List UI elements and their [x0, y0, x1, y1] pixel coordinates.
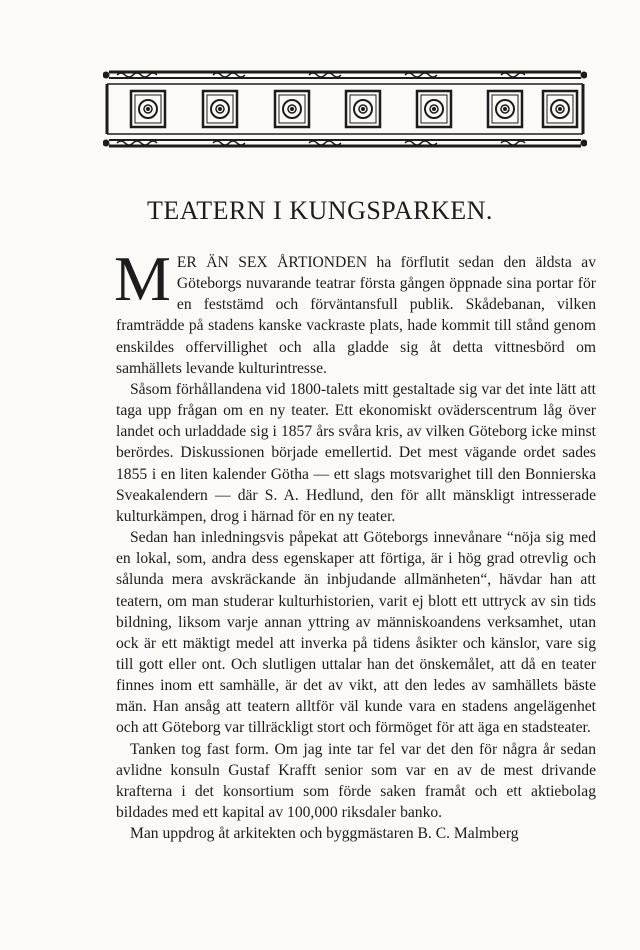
paragraph-5: Man uppdrog åt arkitekten och byggmästaren B. C. Malmberg [130, 825, 519, 843]
lead-caps: ER ÄN SEX ÅRTIONDEN [176, 254, 368, 271]
ornamental-frieze-icon [103, 64, 587, 154]
paragraph-3: Sedan han inledningsvis påpekat att Göteborgs innevånare “nöja sig med en lokal, som, andra dess egenskaper att förtiga, är i hög grad otrevlig och sålunda mera avskräckande än inbjudande allmänheten“, hävdar han att teatern, om man studerar kulturhistorien, varit ej blott ett uttryck av sin tids bildning, liksom varje annan yttring av människoandens verksamhet, utan ock är ett mäktigt medel att inverka på tidens åsikter och känslor, vare sig till gott eller ont. Och slutligen uttalar han det önskemålet, att då en teater finnes inom ett samhälle, är det av vikt, att den ledes av samhällets bäste män. Han ansåg att teatern alltför väl kunde vara en stadens angelägenhet och att Göteborg var tillräckligt stort och förmöget för att äga en stadsteater. [116, 529, 596, 737]
paragraph-2: Såsom förhållandena vid 1800-talets mitt gestaltade sig var det inte lätt att taga upp frågan om en ny teater. Ett ekonomiskt oväderscentrum låg över landet och urladdade sig i 1857 års svåra kris, av vilken Göteborg icke minst berördes. Diskussionen började emellertid. Det mest vägande ordet sades 1855 i en liten kalender Götha — ett slags motsvarighet till den Bonnierska Sveakalendern — där S. A. Hedlund, den för allt mänskligt intresserade kulturkämpen, drog i härnad för en ny teater. [116, 380, 596, 525]
article-body [114, 243, 596, 844]
paragraph-1 [114, 243, 596, 379]
paragraph-4: Tanken tog fast form. Om jag inte tar fel var det den för några år sedan avlidne konsuln Gustaf Krafft senior som var en av de mest drivande krafterna i det konsortium som förde saken framåt och ett aktiebolag bildades med ett kapital av 100,000 riksdaler banko. [116, 740, 596, 822]
drop-cap: M [114, 243, 171, 314]
page-title: TEATERN I KUNGSPARKEN. [147, 196, 493, 225]
paragraph-1-text: ha förflutit sedan den äldsta av Göteborgs nuvarande teatrar första gången öppnade sina portar för en feststämd och förväntansfull publik. Skådebanan, vilken framträdde på stadens kanske vackraste plats, hade kommit till stånd genom enskildes offervillighet och alla gladde sig åt detta vittnesbörd om samhällets levande kulturintresse. [116, 254, 596, 377]
